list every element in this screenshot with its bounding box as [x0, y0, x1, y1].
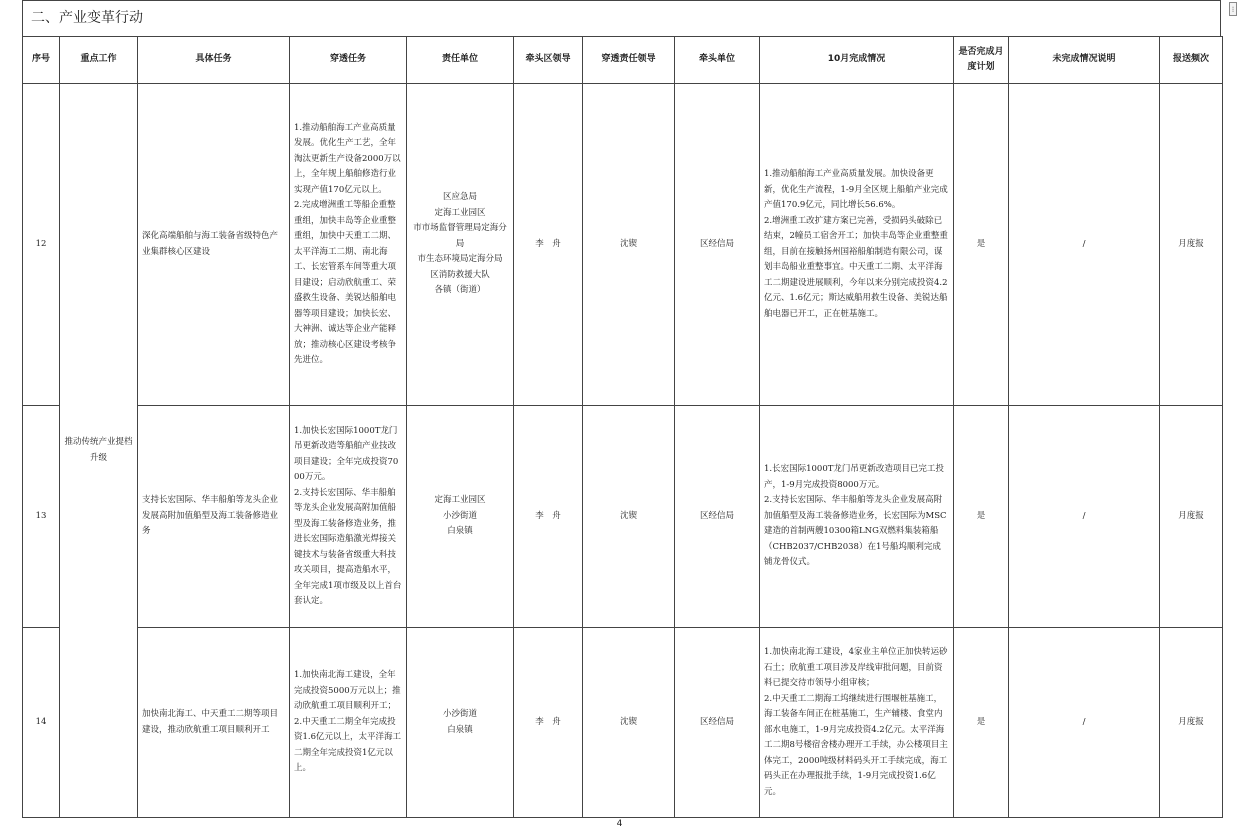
- header-monthly-plan-done: 是否完成月度计划: [954, 37, 1009, 84]
- table-row: [23, 628, 1223, 818]
- section-title: 二、产业变革行动: [22, 0, 1221, 36]
- lead-unit-cell: 区经信局: [675, 628, 760, 818]
- row-seq: 13: [23, 406, 60, 628]
- incomplete-note-cell: /: [1009, 628, 1160, 818]
- header-responsible-unit: 责任单位: [407, 37, 514, 84]
- october-status-cell: 1.推动船舶海工产业高质量发展。加快设备更新，优化生产流程，1-9月全区规上船舶产业完成产值170.9亿元，同比增长56.6%。 2.增洲重工改扩建方案已完善，受损码头破除已结束，2幢员工宿舍开工；加快丰岛等企业重整重组，目前在接触扬州国裕船舶制造有限公司，谋划丰岛船业重整事宜。中天重工二期、太平洋海工二期建设进展顺利，今年以来分别完成投资4.2亿元、1.6亿元；斯达威船用救生设备、美锐达船舶电器已开工，正在桩基施工。: [760, 84, 954, 406]
- row-seq: 14: [23, 628, 60, 818]
- monthly-plan-done-cell: 是: [954, 628, 1009, 818]
- responsible-unit-cell: 小沙街道 白泉镇: [407, 628, 514, 818]
- lead-leader-cell: 李 舟: [514, 628, 583, 818]
- header-report-frequency: 报送频次: [1160, 37, 1223, 84]
- lead-leader-cell: 李 舟: [514, 84, 583, 406]
- specific-task-cell: 支持长宏国际、华丰船舶等龙头企业发展高附加值船型及海工装备修造业务: [138, 406, 290, 628]
- penetrating-task-cell: 1.加快南北海工建设，全年完成投资5000万元以上；推动欣航重工项目顺利开工； 2.中天重工二期全年完成投资1.6亿元以上，太平洋海工二期全年完成投资1亿元以上。: [290, 628, 407, 818]
- header-lead-district-leader: 牵头区领导: [514, 37, 583, 84]
- header-key-work: 重点工作: [60, 37, 138, 84]
- report-frequency-cell: 月度报: [1160, 628, 1223, 818]
- table-row: [23, 406, 1223, 628]
- table-row: [23, 84, 1223, 406]
- incomplete-note-cell: /: [1009, 84, 1160, 406]
- monthly-plan-done-cell: 是: [954, 84, 1009, 406]
- report-frequency-cell: 月度报: [1160, 406, 1223, 628]
- penetrating-leader-cell: 沈锲: [583, 406, 675, 628]
- task-table: [22, 36, 1223, 818]
- key-work-cell: 推动传统产业提档升级: [60, 84, 138, 818]
- penetrating-task-cell: 1.推动船舶海工产业高质量发展。优化生产工艺，全年淘汰更新生产设备2000万以上，全年规上船舶修造行业实现产值170亿元以上。 2.完成增洲重工等船企重整重组，加快丰岛等企业重整重组，加快中天重工二期、太平洋海工二期、南北海工、长宏管系车间等重大项目建设；启动欣航重工、荣盛救生设备、美锐达船舶电器等项目建设；加快长宏、大神洲、诚达等企业产能释放；推动核心区建设考核争先进位。: [290, 84, 407, 406]
- responsible-unit-cell: 区应急局 定海工业园区 市市场监督管理局定海分局 市生态环境局定海分局 区消防救援大队 各镇（街道）: [407, 84, 514, 406]
- lead-leader-cell: 李 舟: [514, 406, 583, 628]
- header-october-status: 10月完成情况: [760, 37, 954, 84]
- header-lead-unit: 牵头单位: [675, 37, 760, 84]
- lead-unit-cell: 区经信局: [675, 84, 760, 406]
- specific-task-cell: 加快南北海工、中天重工二期等项目建设，推动欣航重工项目顺利开工: [138, 628, 290, 818]
- responsible-unit-cell: 定海工业园区 小沙街道 白泉镇: [407, 406, 514, 628]
- header-incomplete-note: 未完成情况说明: [1009, 37, 1160, 84]
- penetrating-leader-cell: 沈锲: [583, 628, 675, 818]
- header-specific-task: 具体任务: [138, 37, 290, 84]
- penetrating-task-cell: 1.加快长宏国际1000T龙门吊更新改造等船舶产业技改项目建设；全年完成投资7000万元。 2.支持长宏国际、华丰船舶等龙头企业发展高附加值船型及海工装备修造业务，推进长宏国际造船激光焊接关键技术与装备省级重大科技攻关项目，提高造船水平，全年完成1项市级及以上首台套认定。: [290, 406, 407, 628]
- report-frequency-cell: 月度报: [1160, 84, 1223, 406]
- header-seq: 序号: [23, 37, 60, 84]
- lead-unit-cell: 区经信局: [675, 406, 760, 628]
- page-number: 4: [616, 819, 623, 829]
- incomplete-note-cell: /: [1009, 406, 1160, 628]
- row-seq: 12: [23, 84, 60, 406]
- header-penetrating-leader: 穿透责任领导: [583, 37, 675, 84]
- penetrating-leader-cell: 沈锲: [583, 84, 675, 406]
- table-header-row: [23, 37, 1223, 84]
- specific-task-cell: 深化高端船舶与海工装备省级特色产业集群核心区建设: [138, 84, 290, 406]
- october-status-cell: 1.加快南北海工建设，4家业主单位正加快转运砂石土；欣航重工项目涉及岸线审批问题，目前资料已提交待市领导小组审核； 2.中天重工二期海工坞继续进行围堰桩基施工，海工装备车间正在桩基施工，生产辅楼、食堂内部水电施工，1-9月完成投资4.2亿元。太平洋海工二期8号楼宿舍楼办理开工手续，办公楼项目主体完工，2000吨级材料码头开工手续完成，海工码头正在办理报批手续，1-9月完成投资1.6亿元。: [760, 628, 954, 818]
- header-penetrating-task: 穿透任务: [290, 37, 407, 84]
- monthly-plan-done-cell: 是: [954, 406, 1009, 628]
- october-status-cell: 1.长宏国际1000T龙门吊更新改造项目已完工投产，1-9月完成投资8000万元。 2.支持长宏国际、华丰船舶等龙头企业发展高附加值船型及海工装备修造业务，长宏国际为MSC建造的首制两艘10300箱LNG双燃料集装箱船（CHB2037/CHB2038）在1号船坞顺利完成铺龙骨仪式。: [760, 406, 954, 628]
- page-marker-icon: ⁝: [1229, 2, 1237, 16]
